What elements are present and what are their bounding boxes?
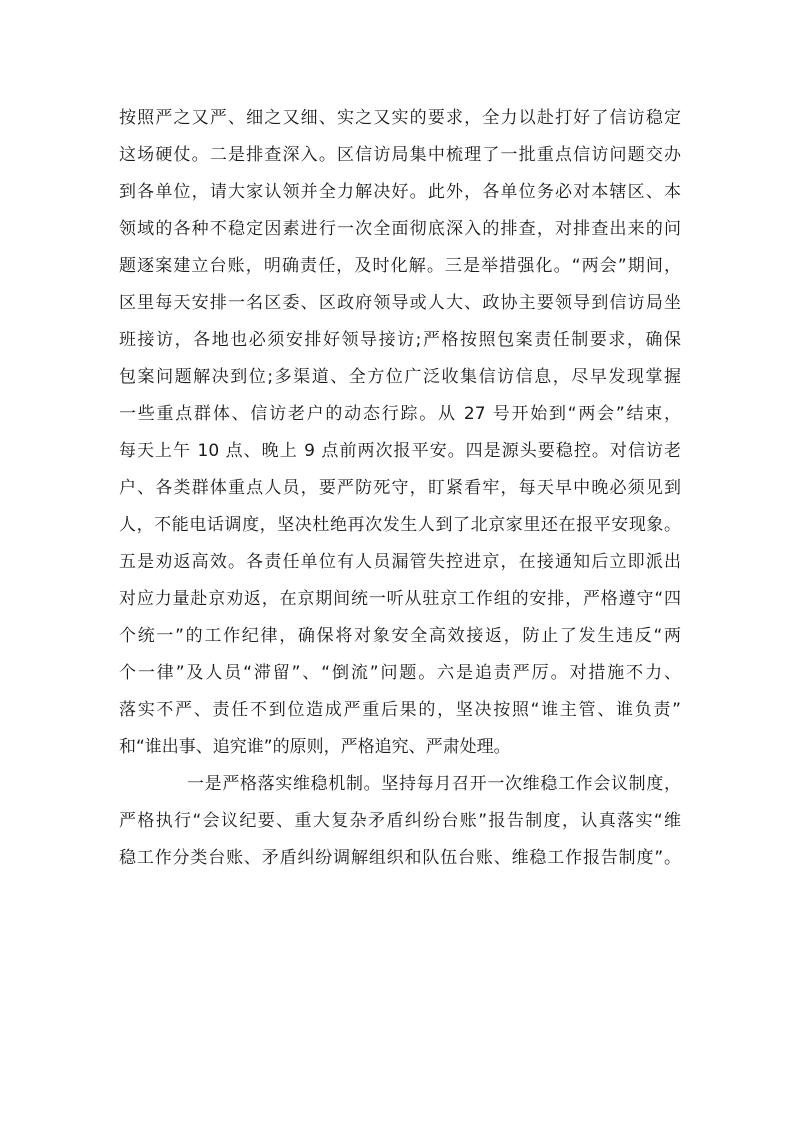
paragraph-2: [119, 766, 681, 877]
text-line: 题逐案建立台账，明确责任，及时化解。三是举措强化。“两会”期间，: [119, 256, 681, 276]
text-line: 个统一”的工作纪律，确保将对象安全高效接返，防止了发生违反“两: [119, 626, 681, 646]
text-line: 每天上午 10 点、晚上 9 点前两次报平安。四是源头要稳控。对信访老: [119, 441, 681, 461]
text-line: 按照严之又严、细之又细、实之又实的要求，全力以赴打好了信访稳定: [119, 108, 681, 128]
text-line: 包案问题解决到位;多渠道、全方位广泛收集信访信息，尽早发现掌握: [119, 367, 681, 387]
text-line: 领域的各种不稳定因素进行一次全面彻底深入的排查，对排查出来的问: [119, 219, 681, 239]
text-line: 人，不能电话调度，坚决杜绝再次发生人到了北京家里还在报平安现象。: [119, 515, 681, 535]
text-line: 班接访，各地也必须安排好领导接访;严格按照包案责任制要求，确保: [119, 330, 681, 350]
paragraph-1: [119, 100, 681, 766]
text-line: 到各单位，请大家认领并全力解决好。此外，各单位务必对本辖区、本: [119, 182, 681, 202]
text-line: 落实不严、责任不到位造成严重后果的，坚决按照“谁主管、谁负责”: [119, 700, 681, 720]
text-line: 个一律”及人员“滞留”、“倒流”问题。六是追责严厉。对措施不力、: [119, 663, 681, 683]
text-line: 这场硬仗。二是排查深入。区信访局集中梳理了一批重点信访问题交办: [119, 145, 681, 165]
text-line: 对应力量赴京劝返，在京期间统一听从驻京工作组的安排，严格遵守“四: [119, 589, 681, 609]
text-line: 和“谁出事、追究谁”的原则，严格追究、严肃处理。: [119, 737, 511, 757]
text-line: 一些重点群体、信访老户的动态行踪。从 27 号开始到“两会”结束，: [119, 404, 681, 424]
text-line: 严格执行“会议纪要、重大复杂矛盾纠纷台账”报告制度，认真落实“维: [119, 811, 681, 831]
document-body: [119, 100, 681, 877]
text-line: 一是严格落实维稳机制。坚持每月召开一次维稳工作会议制度，: [187, 774, 681, 794]
text-line: 五是劝返高效。各责任单位有人员漏管失控进京，在接通知后立即派出: [119, 552, 681, 572]
text-line: 户、各类群体重点人员，要严防死守，盯紧看牢，每天早中晚必须见到: [119, 478, 681, 498]
text-line: 稳工作分类台账、矛盾纠纷调解组织和队伍台账、维稳工作报告制度”。: [119, 848, 681, 868]
text-line: 区里每天安排一名区委、区政府领导或人大、政协主要领导到信访局坐: [119, 293, 681, 313]
